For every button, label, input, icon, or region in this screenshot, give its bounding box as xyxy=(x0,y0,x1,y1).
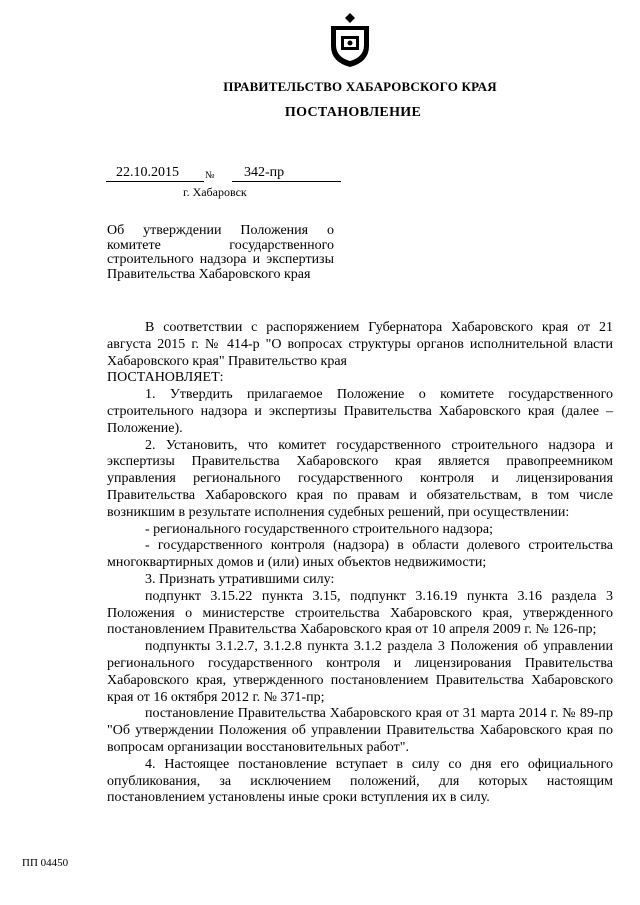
footer-code: ПП 04450 xyxy=(22,857,69,869)
resolves-heading: ПОСТАНОВЛЯЕТ: xyxy=(107,370,224,386)
number-sign: № xyxy=(205,170,215,181)
document-subject: Об утверждении Положения о комитете государственного строительного надзора и экспертизы Правительства Хабаровского края xyxy=(107,223,334,282)
clause-3-item-3: постановление Правительства Хабаровского края от 31 марта 2014 г. № 89-пр "Об утверждении Положения об управлении Правительства Хабаровского края по вопросам организации восстановительных работ". xyxy=(107,706,613,755)
government-title: ПРАВИТЕЛЬСТВО ХАБАРОВСКОГО КРАЯ xyxy=(223,79,497,94)
clause-1: 1. Утвердить прилагаемое Положение о комитете государственного строительного надзора и экспертизы Правительства Хабаровского края (далее – Положение). xyxy=(107,387,613,436)
clause-3: 3. Признать утратившими силу: xyxy=(145,571,335,587)
clause-2: 2. Установить, что комитет государственного строительного надзора и экспертизы Правительства Хабаровского края является правопреемником управления регионального государственного контроля и лицензирования Правительства Хабаровского края по правам и обязательствам, в том числе возникшим в результате исполнения судебных решений, при осуществлении: xyxy=(107,437,613,520)
document-city: г. Хабаровск xyxy=(183,185,247,199)
clause-3-item-2: подпункты 3.1.2.7, 3.1.2.8 пункта 3.1.2 раздела 3 Положения об управлении регионального государственного контроля и лицензирования Правительства Хабаровского края, утвержденного постановлением Правительства Хабаровского края от 16 октября 2012 г. № 371-пр; xyxy=(107,639,613,705)
clause-3-item-1: подпункт 3.15.22 пункта 3.15, подпункт 3.16.19 пункта 3.16 раздела 3 Положения о министерстве строительства Хабаровского края, утвержденного постановлением Правительства Хабаровского края от 10 апреля 2009 г. № 126-пр; xyxy=(107,588,613,638)
document-body xyxy=(107,320,613,807)
coat-of-arms-icon xyxy=(327,12,373,68)
clause-2-item-2: - государственного контроля (надзора) в области долевого строительства многоквартирных домов и (или) иных объектов недвижимости; xyxy=(107,538,613,571)
clause-4: 4. Настоящее постановление вступает в силу со дня его официального опубликования, за исключением положений, для которых настоящим постановлением установлены иные сроки вступления их в силу. xyxy=(107,756,613,806)
document-number: 342-пр xyxy=(232,165,341,182)
preamble-paragraph: В соответствии с распоряжением Губернатора Хабаровского края от 21 августа 2015 г. № 414-р "О вопросах структуры органов исполнительной власти Хабаровского края" Правительство края xyxy=(107,320,613,369)
document-date: 22.10.2015 xyxy=(106,165,204,182)
document-type: ПОСТАНОВЛЕНИЕ xyxy=(284,105,422,120)
clause-2-item-1: - регионального государственного строительного надзора; xyxy=(145,521,494,537)
